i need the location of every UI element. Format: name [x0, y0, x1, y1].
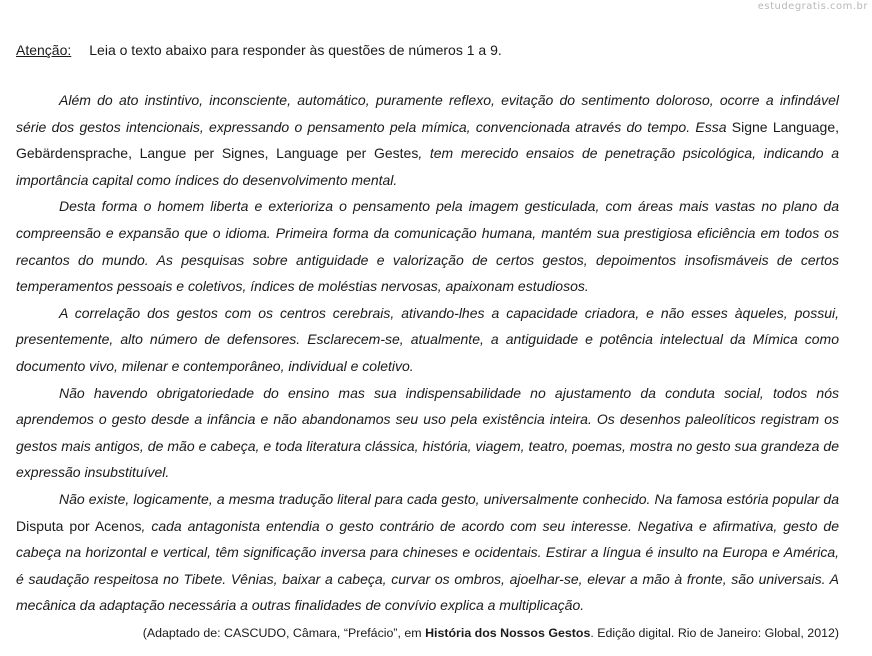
- citation-book-title: História dos Nossos Gestos: [425, 626, 591, 640]
- paragraph: [16, 486, 839, 619]
- italic-text-segment: , cada antagonista entendia o gesto contrário de acordo com seu interesse. Negativa e afirmativa, gesto de cabeça na horizontal e vertical, têm significação inversa para chineses e ocidentais. Estirar a língua é insulto na Europa e América, é saudação respeitosa no Tibete. Vênias, baixar a cabeça, curvar os ombros, ajoelhar-se, elevar a mão à fronte, são universais. A mecânica da adaptação necessária a outras finalidades de convívio explica a multiplicação.: [16, 517, 840, 614]
- upright-text-segment: Disputa por Acenos: [16, 517, 142, 534]
- italic-text-segment: Não existe, logicamente, a mesma tradução literal para cada gesto, universalmente conhecido. Na famosa estória popular da: [59, 490, 839, 507]
- watermark: estudegratis.com.br: [757, 1, 868, 12]
- citation-prefix: (Adaptado de: CASCUDO, Câmara, “Prefácio”, em: [142, 626, 426, 640]
- instruction-label: Atenção:: [16, 42, 72, 58]
- paragraph: [16, 87, 839, 193]
- italic-text-segment: Não havendo obrigatoriedade do ensino mas sua indispensabilidade no ajustamento da conduta social, todos nós aprendemos o gesto desde a infância e não abandonamos seu uso pela existência inteira. Os desenhos paleolíticos registram os gestos mais antigos, de mão e cabeça, e toda literatura clássica, história, viagem, teatro, poemas, mostra no gesto sua grandeza de expressão insubstituível.: [16, 384, 839, 481]
- paragraph: [16, 193, 839, 299]
- italic-text-segment: A correlação dos gestos com os centros cerebrais, ativando-lhes a capacidade criadora, e não esses àqueles, possui, presentemente, alto número de defensores. Esclarecem-se, atualmente, a antiguidade e potência intelectual da Mímica como documento vivo, milenar e contemporâneo, individual e coletivo.: [16, 304, 839, 374]
- italic-text-segment: Desta forma o homem liberta e exterioriza o pensamento pela imagem gesticulada, com áreas mais vastas no plano da compreensão e expansão que o idioma. Primeira forma da comunicação humana, mantém sua prestigiosa eficiência em todos os recantos do mundo. As pesquisas sobre antiguidade e valorização de certos gestos, depoimentos insofismáveis de certos temperamentos pessoais e coletivos, índices de moléstias nervosas, apaixonam estudiosos.: [16, 198, 839, 295]
- instruction-line: [16, 41, 502, 59]
- source-citation: [143, 624, 839, 642]
- instruction-text: Leia o texto abaixo para responder às questões de números 1 a 9.: [89, 42, 502, 58]
- italic-text-segment: , tem merecido ensaios de penetração psicológica, indicando a importância capital como índices do desenvolvimento mental.: [16, 145, 839, 188]
- italic-text-segment: Além do ato instintivo, inconsciente, automático, puramente reflexo, evitação do sentimento doloroso, ocorre a infindável série dos gestos intencionais, expressando o pensamento pela mímica, convencionada através do tempo. Essa: [16, 92, 839, 135]
- paragraph: [16, 300, 839, 380]
- citation-suffix: . Edição digital. Rio de Janeiro: Global, 2012): [590, 626, 839, 640]
- passage-text: [16, 87, 839, 619]
- upright-text-segment: Signe Language, Gebärdensprache, Langue per Signes, Language per Gestes: [16, 118, 839, 162]
- paragraph: [16, 380, 839, 486]
